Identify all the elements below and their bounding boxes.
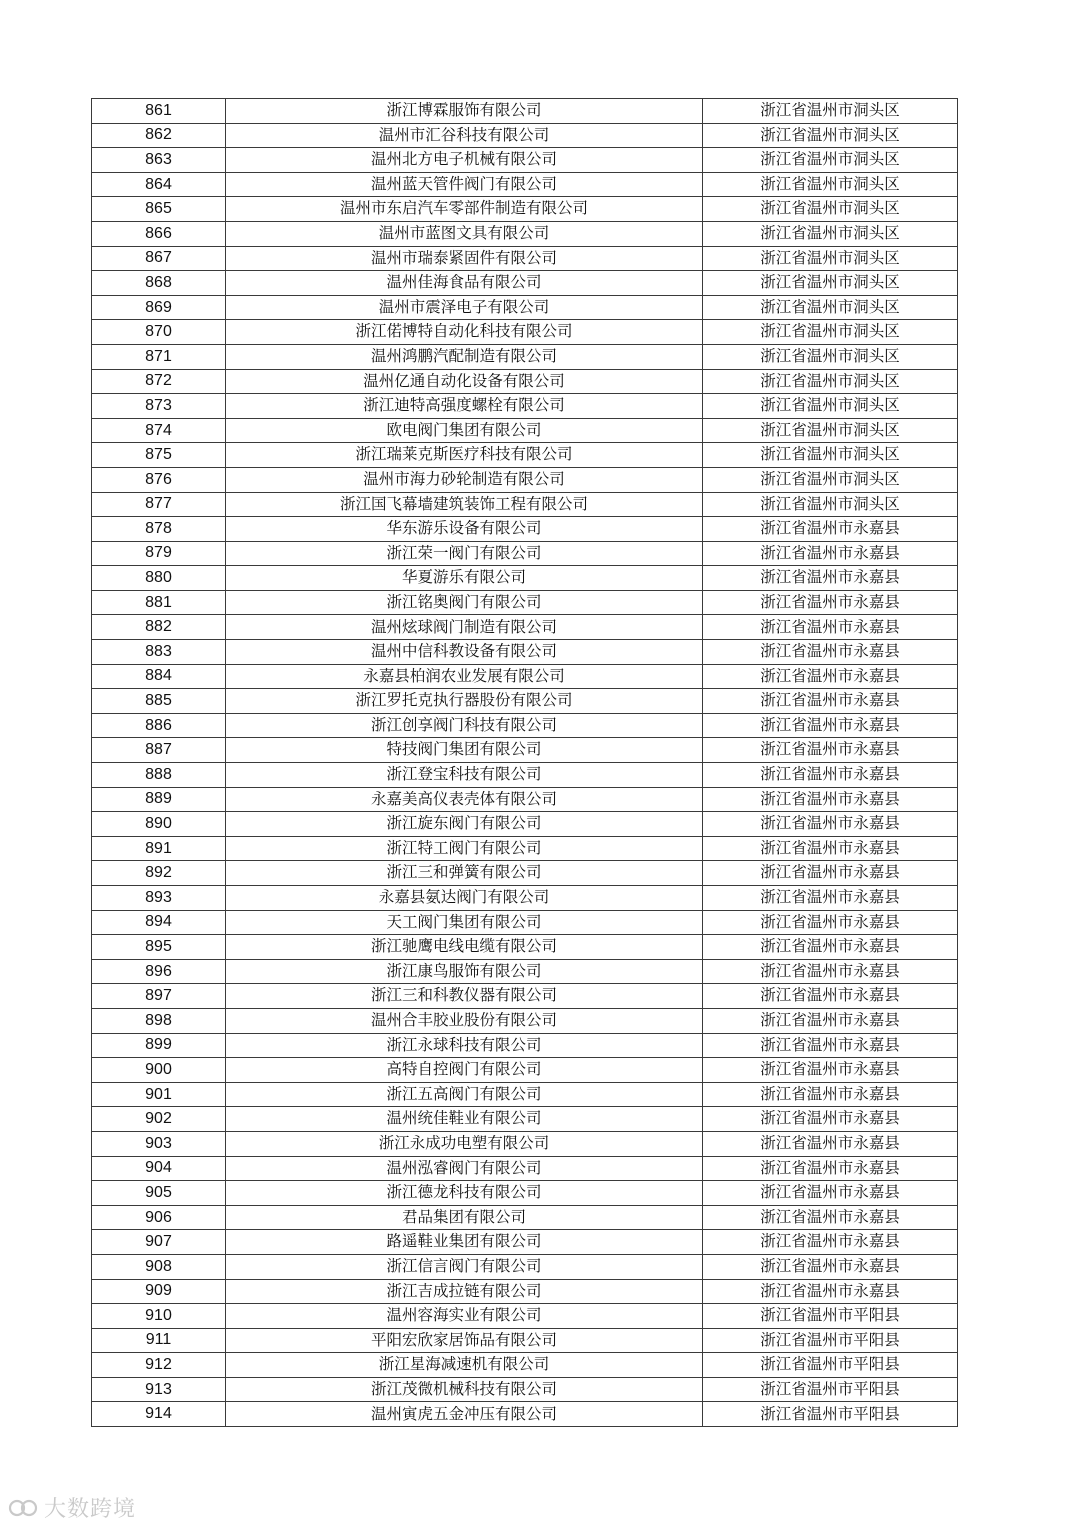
table-row [92,935,958,960]
row-number: 878 [92,517,226,542]
company-name-cell: 温州市瑞泰紧固件有限公司 [226,246,703,271]
row-number: 893 [92,886,226,911]
region-cell: 浙江省温州市洞头区 [703,197,958,222]
company-name-cell: 浙江驰鹰电线电缆有限公司 [226,935,703,960]
table-row [92,689,958,714]
table-row [92,1304,958,1329]
region-cell: 浙江省温州市永嘉县 [703,984,958,1009]
table-row [92,295,958,320]
region-cell: 浙江省温州市永嘉县 [703,935,958,960]
region-cell: 浙江省温州市永嘉县 [703,1058,958,1083]
region-cell: 浙江省温州市永嘉县 [703,1033,958,1058]
row-number: 879 [92,541,226,566]
watermark [8,1492,136,1523]
row-number: 913 [92,1377,226,1402]
region-cell: 浙江省温州市永嘉县 [703,1008,958,1033]
table-row [92,197,958,222]
company-name-cell: 浙江登宝科技有限公司 [226,763,703,788]
company-name-cell: 欧电阀门集团有限公司 [226,418,703,443]
company-name-cell: 浙江国飞幕墙建筑装饰工程有限公司 [226,492,703,517]
region-cell: 浙江省温州市洞头区 [703,172,958,197]
row-number: 888 [92,763,226,788]
company-name-cell: 浙江信言阀门有限公司 [226,1254,703,1279]
row-number: 911 [92,1328,226,1353]
company-name-cell: 温州合丰胶业股份有限公司 [226,1008,703,1033]
table-row [92,344,958,369]
region-cell: 浙江省温州市平阳县 [703,1328,958,1353]
row-number: 865 [92,197,226,222]
watermark-text: 大数跨境 [44,1497,137,1522]
company-name-cell: 温州中信科教设备有限公司 [226,640,703,665]
region-cell: 浙江省温州市永嘉县 [703,517,958,542]
region-cell: 浙江省温州市永嘉县 [703,1131,958,1156]
table-row [92,984,958,1009]
region-cell: 浙江省温州市洞头区 [703,467,958,492]
region-cell: 浙江省温州市洞头区 [703,99,958,124]
table-row [92,664,958,689]
table-row [92,763,958,788]
company-name-cell: 温州市汇谷科技有限公司 [226,123,703,148]
company-name-cell: 温州蓝天管件阀门有限公司 [226,172,703,197]
row-number: 862 [92,123,226,148]
region-cell: 浙江省温州市平阳县 [703,1377,958,1402]
region-cell: 浙江省温州市永嘉县 [703,664,958,689]
table-row [92,1156,958,1181]
company-name-cell: 温州泓睿阀门有限公司 [226,1156,703,1181]
region-cell: 浙江省温州市永嘉县 [703,640,958,665]
region-cell: 浙江省温州市永嘉县 [703,886,958,911]
company-name-cell: 浙江三和科教仪器有限公司 [226,984,703,1009]
table-row [92,1230,958,1255]
company-name-cell: 温州统佳鞋业有限公司 [226,1107,703,1132]
company-name-cell: 温州炫球阀门制造有限公司 [226,615,703,640]
table-row [92,1254,958,1279]
company-name-cell: 浙江星海减速机有限公司 [226,1353,703,1378]
region-cell: 浙江省温州市永嘉县 [703,541,958,566]
row-number: 901 [92,1082,226,1107]
table-row [92,910,958,935]
row-number: 880 [92,566,226,591]
region-cell: 浙江省温州市洞头区 [703,418,958,443]
region-cell: 浙江省温州市永嘉县 [703,812,958,837]
row-number: 882 [92,615,226,640]
table-row [92,541,958,566]
company-name-cell: 温州市东启汽车零部件制造有限公司 [226,197,703,222]
table-row [92,640,958,665]
region-cell: 浙江省温州市永嘉县 [703,1107,958,1132]
company-name-cell: 温州佳海食品有限公司 [226,271,703,296]
row-number: 864 [92,172,226,197]
table-row [92,1058,958,1083]
row-number: 898 [92,1008,226,1033]
row-number: 889 [92,787,226,812]
company-name-cell: 浙江五高阀门有限公司 [226,1082,703,1107]
company-name-cell: 浙江德龙科技有限公司 [226,1181,703,1206]
table-row [92,418,958,443]
row-number: 871 [92,344,226,369]
company-list-table [91,98,958,1427]
company-name-cell: 浙江三和弹簧有限公司 [226,861,703,886]
company-name-cell: 特技阀门集团有限公司 [226,738,703,763]
row-number: 894 [92,910,226,935]
region-cell: 浙江省温州市洞头区 [703,295,958,320]
table-row [92,1279,958,1304]
company-name-cell: 浙江迪特高强度螺栓有限公司 [226,394,703,419]
table-row [92,467,958,492]
brand-logo-icon [8,1497,38,1519]
region-cell: 浙江省温州市洞头区 [703,148,958,173]
table-row [92,517,958,542]
table-row [92,221,958,246]
region-cell: 浙江省温州市洞头区 [703,246,958,271]
table-row [92,1402,958,1427]
row-number: 904 [92,1156,226,1181]
table-row [92,886,958,911]
company-name-cell: 高特自控阀门有限公司 [226,1058,703,1083]
row-number: 866 [92,221,226,246]
table-row [92,1131,958,1156]
row-number: 874 [92,418,226,443]
company-name-cell: 浙江永成功电塑有限公司 [226,1131,703,1156]
table-row [92,246,958,271]
row-number: 886 [92,713,226,738]
table-row [92,1008,958,1033]
company-name-cell: 浙江偌博特自动化科技有限公司 [226,320,703,345]
table-row [92,1353,958,1378]
company-name-cell: 永嘉县氨达阀门有限公司 [226,886,703,911]
region-cell: 浙江省温州市永嘉县 [703,689,958,714]
company-name-cell: 路遥鞋业集团有限公司 [226,1230,703,1255]
region-cell: 浙江省温州市永嘉县 [703,836,958,861]
region-cell: 浙江省温州市洞头区 [703,221,958,246]
table-row [92,148,958,173]
region-cell: 浙江省温州市洞头区 [703,344,958,369]
region-cell: 浙江省温州市洞头区 [703,492,958,517]
row-number: 897 [92,984,226,1009]
table-row [92,443,958,468]
table-row [92,271,958,296]
company-name-cell: 浙江荣一阀门有限公司 [226,541,703,566]
table-row [92,812,958,837]
table-row [92,492,958,517]
company-name-cell: 温州容海实业有限公司 [226,1304,703,1329]
table-row [92,1033,958,1058]
region-cell: 浙江省温州市永嘉县 [703,713,958,738]
row-number: 912 [92,1353,226,1378]
row-number: 873 [92,394,226,419]
table-row [92,713,958,738]
region-cell: 浙江省温州市永嘉县 [703,959,958,984]
table-row [92,394,958,419]
row-number: 890 [92,812,226,837]
region-cell: 浙江省温州市永嘉县 [703,787,958,812]
region-cell: 浙江省温州市永嘉县 [703,1181,958,1206]
company-name-cell: 温州北方电子机械有限公司 [226,148,703,173]
row-number: 861 [92,99,226,124]
company-name-cell: 浙江铭奥阀门有限公司 [226,590,703,615]
region-cell: 浙江省温州市永嘉县 [703,566,958,591]
company-name-cell: 华夏游乐有限公司 [226,566,703,591]
region-cell: 浙江省温州市永嘉县 [703,763,958,788]
row-number: 891 [92,836,226,861]
company-name-cell: 浙江永球科技有限公司 [226,1033,703,1058]
company-name-cell: 浙江康鸟服饰有限公司 [226,959,703,984]
region-cell: 浙江省温州市永嘉县 [703,1205,958,1230]
table-row [92,1328,958,1353]
row-number: 910 [92,1304,226,1329]
table-row [92,1181,958,1206]
row-number: 867 [92,246,226,271]
company-name-cell: 浙江创享阀门科技有限公司 [226,713,703,738]
table-row [92,836,958,861]
table-row [92,1205,958,1230]
region-cell: 浙江省温州市平阳县 [703,1304,958,1329]
region-cell: 浙江省温州市洞头区 [703,320,958,345]
row-number: 884 [92,664,226,689]
region-cell: 浙江省温州市永嘉县 [703,590,958,615]
table-row [92,369,958,394]
row-number: 899 [92,1033,226,1058]
row-number: 881 [92,590,226,615]
region-cell: 浙江省温州市洞头区 [703,369,958,394]
row-number: 885 [92,689,226,714]
row-number: 872 [92,369,226,394]
company-name-cell: 天工阀门集团有限公司 [226,910,703,935]
company-name-cell: 平阳宏欣家居饰品有限公司 [226,1328,703,1353]
table-row [92,738,958,763]
region-cell: 浙江省温州市永嘉县 [703,738,958,763]
table-row [92,566,958,591]
company-name-cell: 浙江茂微机械科技有限公司 [226,1377,703,1402]
row-number: 887 [92,738,226,763]
table-row [92,1082,958,1107]
row-number: 863 [92,148,226,173]
company-name-cell: 温州市震泽电子有限公司 [226,295,703,320]
row-number: 900 [92,1058,226,1083]
company-name-cell: 君品集团有限公司 [226,1205,703,1230]
region-cell: 浙江省温州市洞头区 [703,123,958,148]
company-name-cell: 浙江旋东阀门有限公司 [226,812,703,837]
row-number: 869 [92,295,226,320]
row-number: 877 [92,492,226,517]
table-row [92,590,958,615]
table-row [92,123,958,148]
row-number: 903 [92,1131,226,1156]
row-number: 896 [92,959,226,984]
region-cell: 浙江省温州市平阳县 [703,1353,958,1378]
region-cell: 浙江省温州市永嘉县 [703,1156,958,1181]
table-row [92,1107,958,1132]
company-name-cell: 温州亿通自动化设备有限公司 [226,369,703,394]
row-number: 876 [92,467,226,492]
table-row [92,959,958,984]
company-name-cell: 温州鸿鹏汽配制造有限公司 [226,344,703,369]
region-cell: 浙江省温州市永嘉县 [703,1230,958,1255]
row-number: 905 [92,1181,226,1206]
table-body [92,99,958,1427]
row-number: 909 [92,1279,226,1304]
region-cell: 浙江省温州市永嘉县 [703,615,958,640]
table-row [92,99,958,124]
row-number: 868 [92,271,226,296]
region-cell: 浙江省温州市永嘉县 [703,1082,958,1107]
region-cell: 浙江省温州市永嘉县 [703,1279,958,1304]
row-number: 892 [92,861,226,886]
table-row [92,787,958,812]
company-name-cell: 华东游乐设备有限公司 [226,517,703,542]
company-name-cell: 永嘉美高仪表壳体有限公司 [226,787,703,812]
company-name-cell: 永嘉县柏润农业发展有限公司 [226,664,703,689]
row-number: 902 [92,1107,226,1132]
region-cell: 浙江省温州市洞头区 [703,443,958,468]
row-number: 906 [92,1205,226,1230]
row-number: 907 [92,1230,226,1255]
company-name-cell: 浙江罗托克执行器股份有限公司 [226,689,703,714]
company-name-cell: 浙江博霖服饰有限公司 [226,99,703,124]
row-number: 875 [92,443,226,468]
region-cell: 浙江省温州市永嘉县 [703,861,958,886]
table-row [92,320,958,345]
company-name-cell: 温州市海力砂轮制造有限公司 [226,467,703,492]
region-cell: 浙江省温州市平阳县 [703,1402,958,1427]
region-cell: 浙江省温州市永嘉县 [703,910,958,935]
row-number: 914 [92,1402,226,1427]
table-row [92,861,958,886]
row-number: 870 [92,320,226,345]
company-name-cell: 温州市蓝图文具有限公司 [226,221,703,246]
table-row [92,615,958,640]
row-number: 883 [92,640,226,665]
region-cell: 浙江省温州市永嘉县 [703,1254,958,1279]
region-cell: 浙江省温州市洞头区 [703,271,958,296]
company-name-cell: 浙江特工阀门有限公司 [226,836,703,861]
row-number: 908 [92,1254,226,1279]
table-row [92,1377,958,1402]
row-number: 895 [92,935,226,960]
region-cell: 浙江省温州市洞头区 [703,394,958,419]
company-name-cell: 温州寅虎五金冲压有限公司 [226,1402,703,1427]
company-name-cell: 浙江吉成拉链有限公司 [226,1279,703,1304]
company-name-cell: 浙江瑞莱克斯医疗科技有限公司 [226,443,703,468]
table-row [92,172,958,197]
